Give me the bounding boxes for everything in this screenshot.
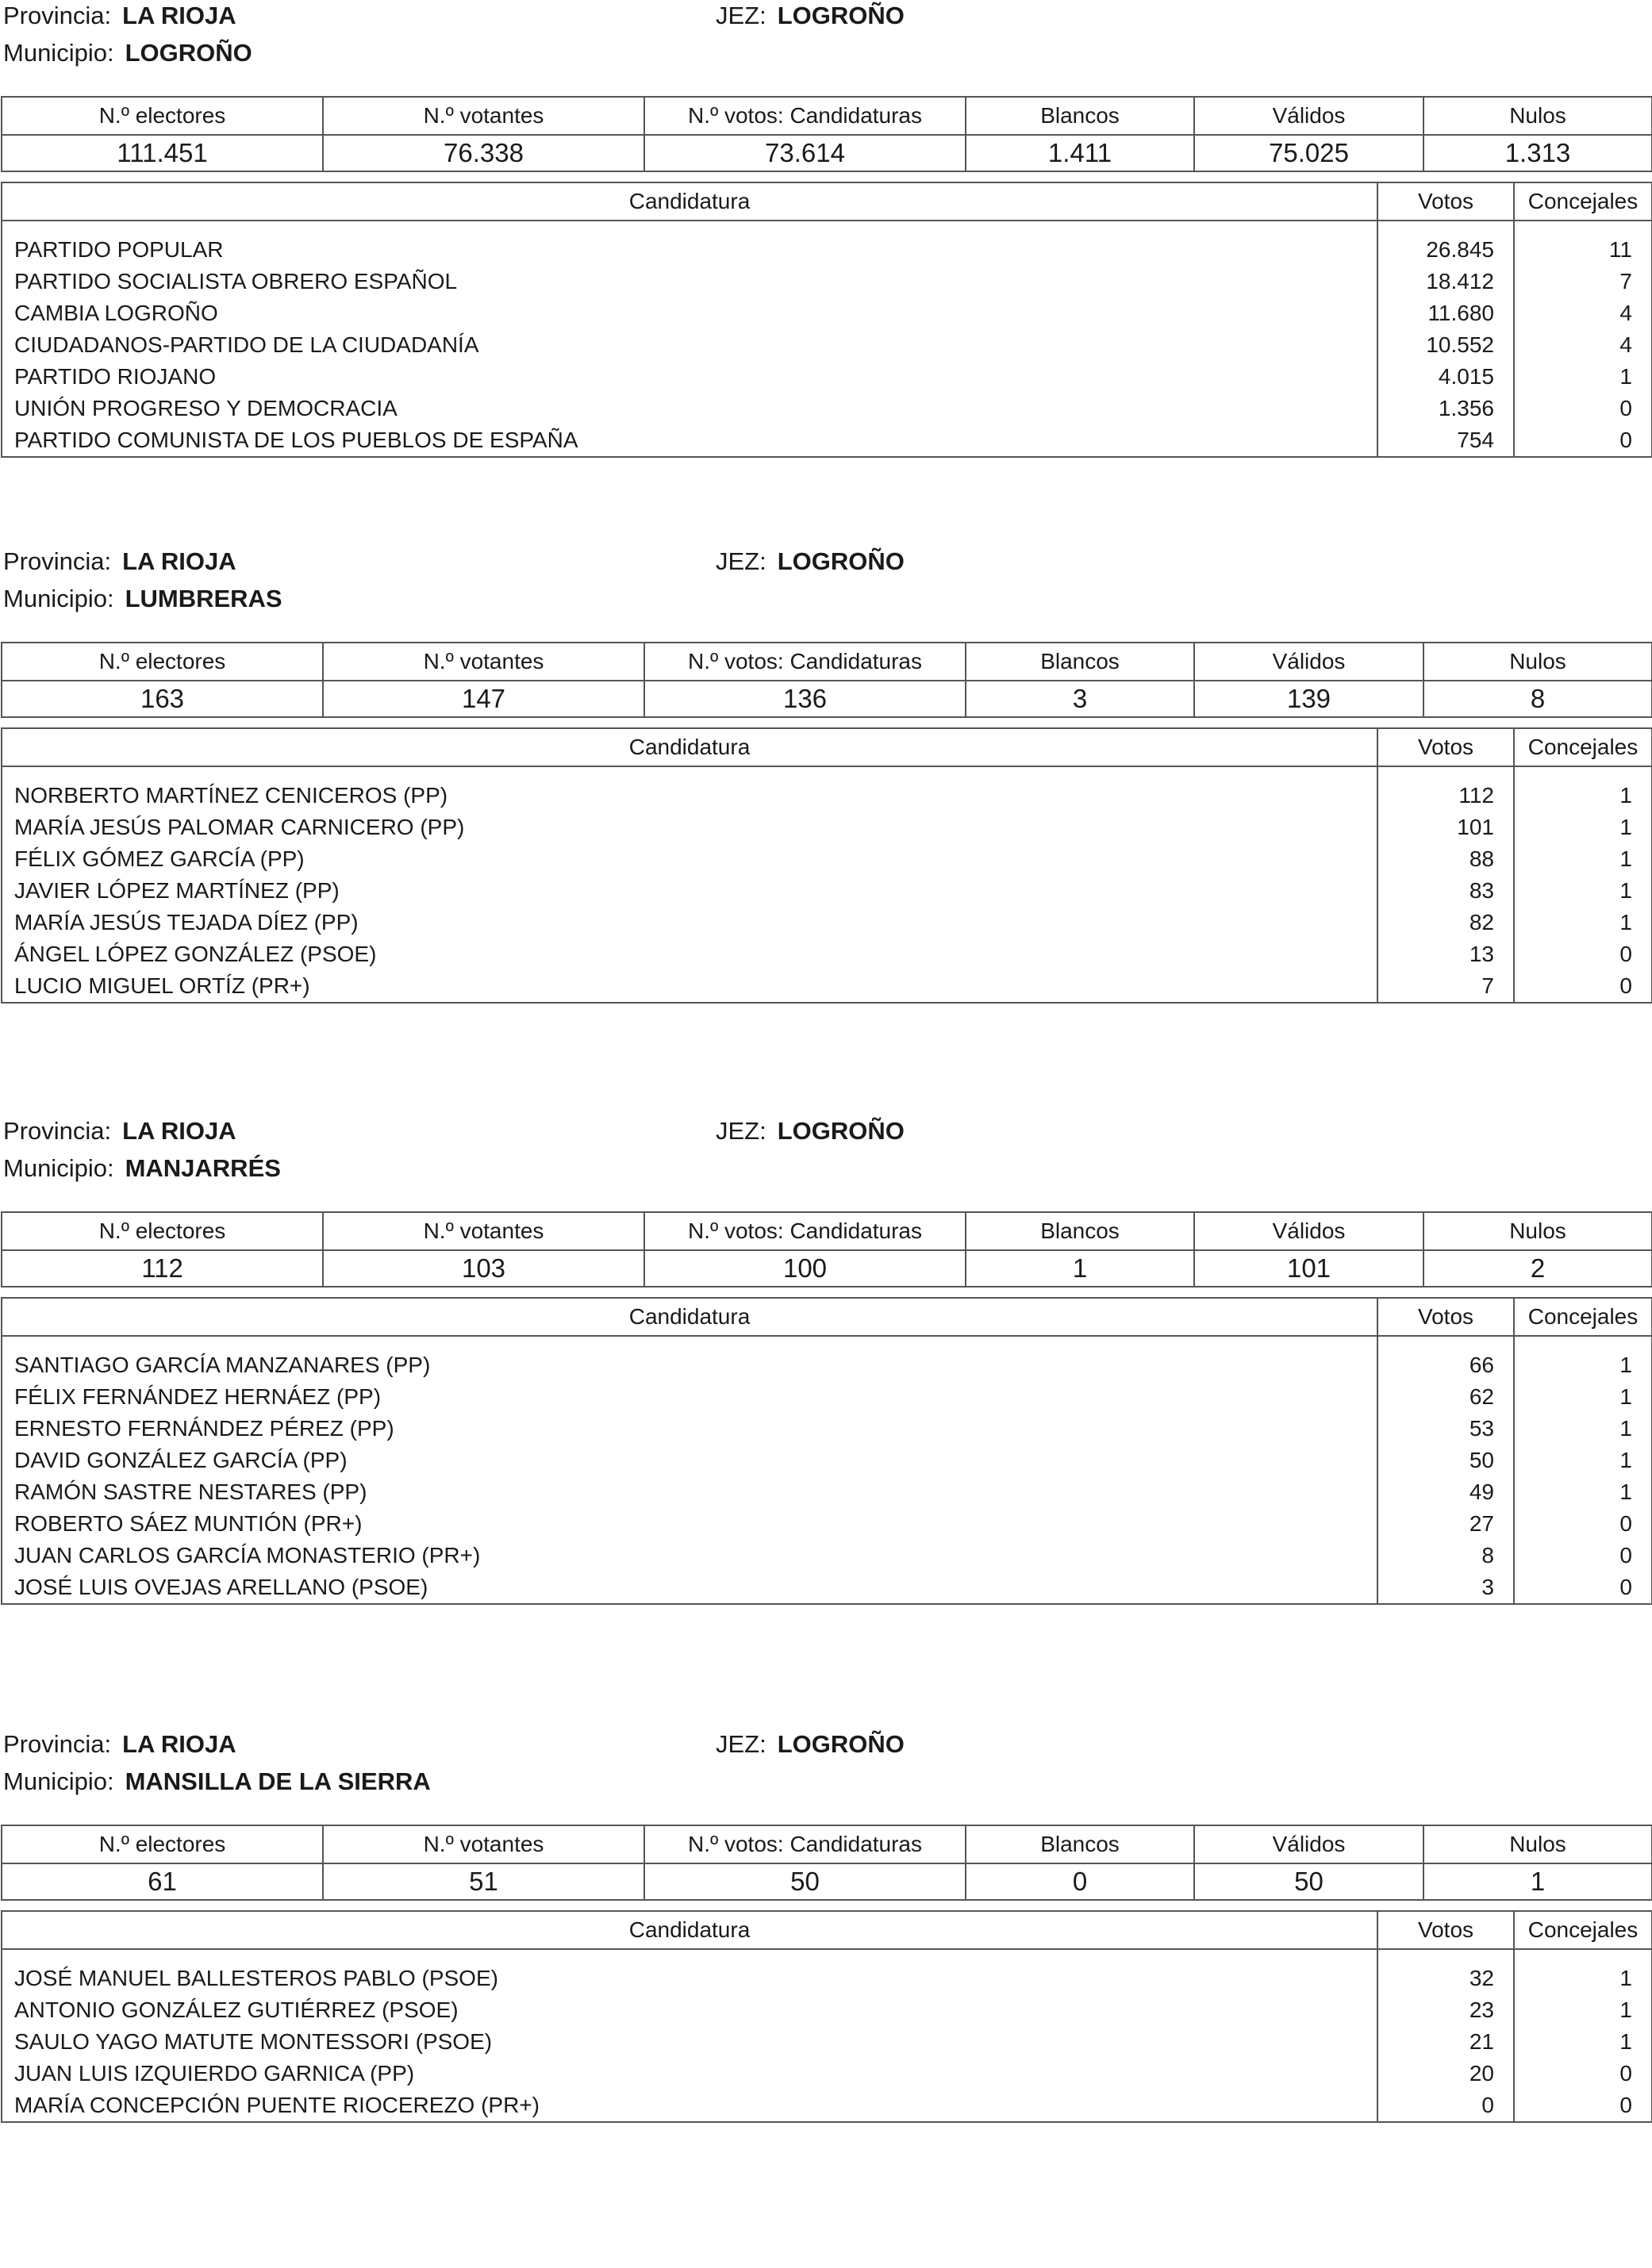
candidate-concejales: 0 — [1514, 1571, 1652, 1604]
candidate-votos: 53 — [1377, 1413, 1514, 1445]
municipality-section — [0, 1115, 1652, 1655]
candidate-votos: 49 — [1377, 1476, 1514, 1508]
candidate-concejales: 1 — [1514, 1445, 1652, 1476]
municipio-line — [3, 39, 252, 71]
votos-header: Votos — [1377, 1911, 1514, 1949]
candidate-concejales: 1 — [1514, 1336, 1652, 1381]
jez-value: LOGROÑO — [777, 547, 905, 575]
stats-value-cell: 8 — [1423, 681, 1652, 717]
municipio-value: MANJARRÉS — [125, 1154, 281, 1182]
stats-value-cell: 147 — [323, 681, 644, 717]
provincia-line — [3, 547, 236, 579]
candidate-concejales: 0 — [1514, 970, 1652, 1003]
provincia-label: Provincia: — [3, 1117, 112, 1145]
candidate-votos: 23 — [1377, 1994, 1514, 2026]
candidate-row — [2, 843, 1652, 875]
candidates-header-row — [2, 1298, 1652, 1336]
candidates-table — [1, 727, 1652, 1004]
jez-label: JEZ: — [716, 547, 766, 575]
candidate-concejales: 1 — [1514, 875, 1652, 907]
candidate-votos: 112 — [1377, 766, 1514, 812]
stats-value-cell: 76.338 — [323, 135, 644, 171]
stats-header-cell: Nulos — [1423, 1212, 1652, 1250]
candidate-votos: 82 — [1377, 907, 1514, 938]
jez-value: LOGROÑO — [777, 2, 905, 29]
stats-value-cell: 1.411 — [966, 135, 1194, 171]
provincia-line — [3, 2, 236, 33]
candidate-name: ÁNGEL LÓPEZ GONZÁLEZ (PSOE) — [2, 938, 1377, 970]
candidate-concejales: 11 — [1514, 221, 1652, 266]
stats-header-cell: Blancos — [966, 1825, 1194, 1863]
provincia-label: Provincia: — [3, 547, 112, 575]
candidate-name: DAVID GONZÁLEZ GARCÍA (PP) — [2, 1445, 1377, 1476]
stats-value-cell: 136 — [644, 681, 966, 717]
candidate-name: CIUDADANOS-PARTIDO DE LA CIUDADANÍA — [2, 329, 1377, 361]
candidate-votos: 101 — [1377, 812, 1514, 843]
candidate-name: ROBERTO SÁEZ MUNTIÓN (PR+) — [2, 1508, 1377, 1540]
candidate-votos: 13 — [1377, 938, 1514, 970]
municipio-line — [3, 1767, 431, 1799]
concejales-header: Concejales — [1514, 1298, 1652, 1336]
candidate-concejales: 0 — [1514, 2090, 1652, 2122]
candidate-votos: 754 — [1377, 424, 1514, 457]
candidate-votos: 66 — [1377, 1336, 1514, 1381]
jez-line — [716, 547, 905, 579]
candidates-table — [1, 1910, 1652, 2123]
stats-value-cell: 1 — [1423, 1863, 1652, 1900]
provincia-line — [3, 1117, 236, 1149]
stats-header-cell: N.º votos: Candidaturas — [644, 643, 966, 681]
candidate-votos: 32 — [1377, 1949, 1514, 1994]
candidate-row — [2, 393, 1652, 424]
candidate-votos: 50 — [1377, 1445, 1514, 1476]
stats-table — [1, 642, 1652, 718]
municipio-label: Municipio: — [3, 39, 114, 67]
candidatura-header: Candidatura — [2, 1298, 1377, 1336]
stats-header-cell: N.º electores — [2, 643, 323, 681]
candidate-row — [2, 2090, 1652, 2122]
stats-value-cell: 50 — [1194, 1863, 1423, 1900]
municipio-value: LUMBRERAS — [125, 585, 282, 612]
candidate-name: MARÍA CONCEPCIÓN PUENTE RIOCEREZO (PR+) — [2, 2090, 1377, 2122]
jez-label: JEZ: — [716, 2, 766, 29]
candidate-row — [2, 2026, 1652, 2058]
stats-value-row — [2, 681, 1652, 717]
stats-header-cell: N.º electores — [2, 1825, 323, 1863]
municipio-label: Municipio: — [3, 1767, 114, 1795]
candidate-name: NORBERTO MARTÍNEZ CENICEROS (PP) — [2, 766, 1377, 812]
candidate-row — [2, 1994, 1652, 2026]
candidate-row — [2, 938, 1652, 970]
candidatura-header: Candidatura — [2, 728, 1377, 766]
candidate-concejales: 0 — [1514, 938, 1652, 970]
stats-value-cell: 103 — [323, 1250, 644, 1287]
stats-value-cell: 0 — [966, 1863, 1194, 1900]
candidate-votos: 0 — [1377, 2090, 1514, 2122]
municipality-section — [0, 1729, 1652, 2268]
jez-label: JEZ: — [716, 1730, 766, 1758]
stats-header-cell: Nulos — [1423, 97, 1652, 135]
candidate-votos: 62 — [1377, 1381, 1514, 1413]
candidate-row — [2, 1571, 1652, 1604]
candidate-concejales: 0 — [1514, 2058, 1652, 2090]
candidate-row — [2, 2058, 1652, 2090]
stats-header-cell: Blancos — [966, 1212, 1194, 1250]
candidate-name: JAVIER LÓPEZ MARTÍNEZ (PP) — [2, 875, 1377, 907]
candidate-concejales: 1 — [1514, 1413, 1652, 1445]
stats-value-cell: 3 — [966, 681, 1194, 717]
municipio-line — [3, 585, 282, 616]
stats-header-cell: Nulos — [1423, 1825, 1652, 1863]
municipio-value: MANSILLA DE LA SIERRA — [125, 1767, 431, 1795]
candidate-votos: 26.845 — [1377, 221, 1514, 266]
stats-value-cell: 73.614 — [644, 135, 966, 171]
jez-value: LOGROÑO — [777, 1730, 905, 1758]
candidate-name: JUAN CARLOS GARCÍA MONASTERIO (PR+) — [2, 1540, 1377, 1571]
stats-header-row — [2, 1825, 1652, 1863]
jez-line — [716, 1117, 905, 1149]
stats-value-cell: 51 — [323, 1863, 644, 1900]
provincia-label: Provincia: — [3, 1730, 112, 1758]
candidate-concejales: 7 — [1514, 266, 1652, 297]
candidate-row — [2, 424, 1652, 457]
candidate-concejales: 1 — [1514, 1949, 1652, 1994]
candidate-row — [2, 221, 1652, 266]
concejales-header: Concejales — [1514, 728, 1652, 766]
provincia-value: LA RIOJA — [122, 1730, 236, 1758]
candidate-row — [2, 1540, 1652, 1571]
jez-label: JEZ: — [716, 1117, 766, 1145]
candidate-row — [2, 297, 1652, 329]
stats-value-cell: 101 — [1194, 1250, 1423, 1287]
votos-header: Votos — [1377, 728, 1514, 766]
candidate-row — [2, 812, 1652, 843]
candidate-concejales: 4 — [1514, 329, 1652, 361]
candidate-row — [2, 1413, 1652, 1445]
stats-header-cell: N.º votos: Candidaturas — [644, 1825, 966, 1863]
municipio-label: Municipio: — [3, 1154, 114, 1182]
candidate-name: ANTONIO GONZÁLEZ GUTIÉRREZ (PSOE) — [2, 1994, 1377, 2026]
candidate-votos: 18.412 — [1377, 266, 1514, 297]
stats-value-row — [2, 135, 1652, 171]
candidate-name: PARTIDO RIOJANO — [2, 361, 1377, 393]
stats-header-cell: Blancos — [966, 643, 1194, 681]
candidate-name: RAMÓN SASTRE NESTARES (PP) — [2, 1476, 1377, 1508]
candidate-row — [2, 907, 1652, 938]
stats-header-cell: N.º votantes — [323, 1825, 644, 1863]
candidate-name: JUAN LUIS IZQUIERDO GARNICA (PP) — [2, 2058, 1377, 2090]
stats-header-cell: Nulos — [1423, 643, 1652, 681]
candidate-row — [2, 1381, 1652, 1413]
stats-value-cell: 112 — [2, 1250, 323, 1287]
provincia-value: LA RIOJA — [122, 1117, 236, 1145]
candidate-name: PARTIDO POPULAR — [2, 221, 1377, 266]
candidate-row — [2, 875, 1652, 907]
candidate-row — [2, 1949, 1652, 1994]
stats-header-cell: Válidos — [1194, 1212, 1423, 1250]
candidate-votos: 27 — [1377, 1508, 1514, 1540]
candidate-votos: 8 — [1377, 1540, 1514, 1571]
candidate-concejales: 1 — [1514, 2026, 1652, 2058]
stats-value-cell: 111.451 — [2, 135, 323, 171]
candidate-votos: 3 — [1377, 1571, 1514, 1604]
candidate-row — [2, 1508, 1652, 1540]
stats-header-cell: N.º votos: Candidaturas — [644, 97, 966, 135]
municipality-section — [0, 546, 1652, 1085]
stats-value-cell: 139 — [1194, 681, 1423, 717]
candidate-row — [2, 361, 1652, 393]
candidate-concejales: 1 — [1514, 907, 1652, 938]
stats-value-cell: 100 — [644, 1250, 966, 1287]
candidate-concejales: 1 — [1514, 1476, 1652, 1508]
candidate-name: SAULO YAGO MATUTE MONTESSORI (PSOE) — [2, 2026, 1377, 2058]
candidate-name: PARTIDO SOCIALISTA OBRERO ESPAÑOL — [2, 266, 1377, 297]
stats-header-cell: N.º electores — [2, 1212, 323, 1250]
candidates-header-row — [2, 728, 1652, 766]
candidate-votos: 21 — [1377, 2026, 1514, 2058]
stats-header-row — [2, 97, 1652, 135]
candidate-row — [2, 766, 1652, 812]
votos-header: Votos — [1377, 1298, 1514, 1336]
candidate-name: JOSÉ LUIS OVEJAS ARELLANO (PSOE) — [2, 1571, 1377, 1604]
candidate-row — [2, 329, 1652, 361]
provincia-value: LA RIOJA — [122, 2, 236, 29]
candidate-concejales: 0 — [1514, 1508, 1652, 1540]
candidate-name: FÉLIX GÓMEZ GARCÍA (PP) — [2, 843, 1377, 875]
stats-value-cell: 2 — [1423, 1250, 1652, 1287]
candidate-name: FÉLIX FERNÁNDEZ HERNÁEZ (PP) — [2, 1381, 1377, 1413]
stats-value-cell: 61 — [2, 1863, 323, 1900]
municipio-label: Municipio: — [3, 585, 114, 612]
candidate-concejales: 1 — [1514, 766, 1652, 812]
candidate-row — [2, 1445, 1652, 1476]
candidate-row — [2, 266, 1652, 297]
stats-header-row — [2, 1212, 1652, 1250]
municipio-value: LOGROÑO — [125, 39, 252, 67]
stats-header-row — [2, 643, 1652, 681]
concejales-header: Concejales — [1514, 1911, 1652, 1949]
candidate-concejales: 0 — [1514, 1540, 1652, 1571]
stats-header-cell: N.º electores — [2, 97, 323, 135]
candidate-name: JOSÉ MANUEL BALLESTEROS PABLO (PSOE) — [2, 1949, 1377, 1994]
candidate-votos: 83 — [1377, 875, 1514, 907]
stats-value-cell: 163 — [2, 681, 323, 717]
candidatura-header: Candidatura — [2, 1911, 1377, 1949]
candidates-header-row — [2, 182, 1652, 221]
candidate-votos: 7 — [1377, 970, 1514, 1003]
candidates-table — [1, 182, 1652, 458]
candidate-votos: 88 — [1377, 843, 1514, 875]
stats-value-row — [2, 1863, 1652, 1900]
candidate-concejales: 1 — [1514, 812, 1652, 843]
municipio-line — [3, 1154, 281, 1186]
stats-table — [1, 96, 1652, 172]
stats-header-cell: N.º votantes — [323, 643, 644, 681]
candidate-concejales: 1 — [1514, 1381, 1652, 1413]
provincia-value: LA RIOJA — [122, 547, 236, 575]
stats-value-row — [2, 1250, 1652, 1287]
candidate-concejales: 1 — [1514, 1994, 1652, 2026]
candidatura-header: Candidatura — [2, 182, 1377, 221]
candidate-concejales: 0 — [1514, 424, 1652, 457]
stats-value-cell: 50 — [644, 1863, 966, 1900]
candidate-votos: 10.552 — [1377, 329, 1514, 361]
candidate-name: MARÍA JESÚS PALOMAR CARNICERO (PP) — [2, 812, 1377, 843]
candidate-votos: 1.356 — [1377, 393, 1514, 424]
candidate-votos: 4.015 — [1377, 361, 1514, 393]
candidate-votos: 11.680 — [1377, 297, 1514, 329]
stats-table — [1, 1211, 1652, 1288]
votos-header: Votos — [1377, 182, 1514, 221]
jez-line — [716, 1730, 905, 1762]
municipality-section — [0, 0, 1652, 539]
candidate-concejales: 0 — [1514, 393, 1652, 424]
jez-line — [716, 2, 905, 33]
candidate-name: PARTIDO COMUNISTA DE LOS PUEBLOS DE ESPAÑA — [2, 424, 1377, 457]
candidate-name: SANTIAGO GARCÍA MANZANARES (PP) — [2, 1336, 1377, 1381]
provincia-label: Provincia: — [3, 2, 112, 29]
stats-value-cell: 1 — [966, 1250, 1194, 1287]
candidate-name: ERNESTO FERNÁNDEZ PÉREZ (PP) — [2, 1413, 1377, 1445]
candidate-concejales: 1 — [1514, 843, 1652, 875]
candidate-name: UNIÓN PROGRESO Y DEMOCRACIA — [2, 393, 1377, 424]
candidates-table — [1, 1297, 1652, 1605]
stats-header-cell: Blancos — [966, 97, 1194, 135]
stats-header-cell: N.º votantes — [323, 97, 644, 135]
candidate-concejales: 4 — [1514, 297, 1652, 329]
stats-header-cell: N.º votos: Candidaturas — [644, 1212, 966, 1250]
stats-header-cell: Válidos — [1194, 1825, 1423, 1863]
jez-value: LOGROÑO — [777, 1117, 905, 1145]
stats-table — [1, 1825, 1652, 1901]
candidate-votos: 20 — [1377, 2058, 1514, 2090]
candidate-row — [2, 1336, 1652, 1381]
stats-value-cell: 1.313 — [1423, 135, 1652, 171]
candidate-row — [2, 1476, 1652, 1508]
candidates-header-row — [2, 1911, 1652, 1949]
candidate-concejales: 1 — [1514, 361, 1652, 393]
candidate-row — [2, 970, 1652, 1003]
candidate-name: MARÍA JESÚS TEJADA DÍEZ (PP) — [2, 907, 1377, 938]
stats-header-cell: N.º votantes — [323, 1212, 644, 1250]
candidate-name: LUCIO MIGUEL ORTÍZ (PR+) — [2, 970, 1377, 1003]
provincia-line — [3, 1730, 236, 1762]
candidate-name: CAMBIA LOGROÑO — [2, 297, 1377, 329]
stats-header-cell: Válidos — [1194, 97, 1423, 135]
stats-value-cell: 75.025 — [1194, 135, 1423, 171]
concejales-header: Concejales — [1514, 182, 1652, 221]
stats-header-cell: Válidos — [1194, 643, 1423, 681]
